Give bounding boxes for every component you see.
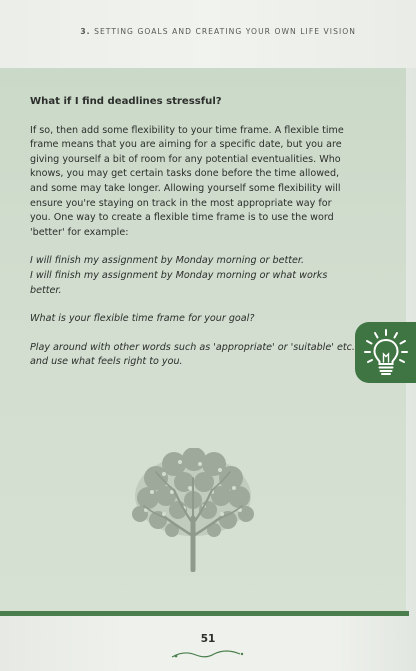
chapter-number: 3.: [80, 27, 91, 36]
flourish-icon: [168, 648, 248, 662]
panel-divider: [0, 611, 409, 616]
idea-tab: [355, 322, 416, 383]
example-line-1: I will finish my assignment by Monday morning or better.: [30, 255, 305, 267]
lightbulb-icon: [363, 328, 409, 378]
body-paragraph: If so, then add some flexibility to your time frame. A flexible time frame means that you are aiming for a specific date, but you are giving yourself a bit of room for any potential eventualities. Who knows, you may get certain tasks done before the time allowed, and some may take longer. Allowing yourself some flexibility will ensure you're staying on track in the most appropriate way for you. One way to create a flexible time frame is to use the word 'better' for example:: [30, 124, 344, 238]
running-header: [0, 0, 416, 68]
example-line-2: I will finish my assignment by Monday morning or what works better.: [30, 269, 328, 296]
tip-paragraph: Play around with other words such as 'appropriate' or 'suitable' etc. and use what feels right to you.: [30, 341, 355, 368]
section-heading: What if I find deadlines stressful?: [30, 96, 222, 107]
chapter-header: [80, 27, 356, 36]
page-number: 51: [200, 633, 216, 645]
tree-icon: [128, 448, 258, 572]
reflection-question: What is your flexible time frame for your goal?: [30, 313, 255, 325]
chapter-title: SETTING GOALS AND CREATING YOUR OWN LIFE VISION: [94, 27, 356, 36]
section-content: [30, 95, 355, 370]
